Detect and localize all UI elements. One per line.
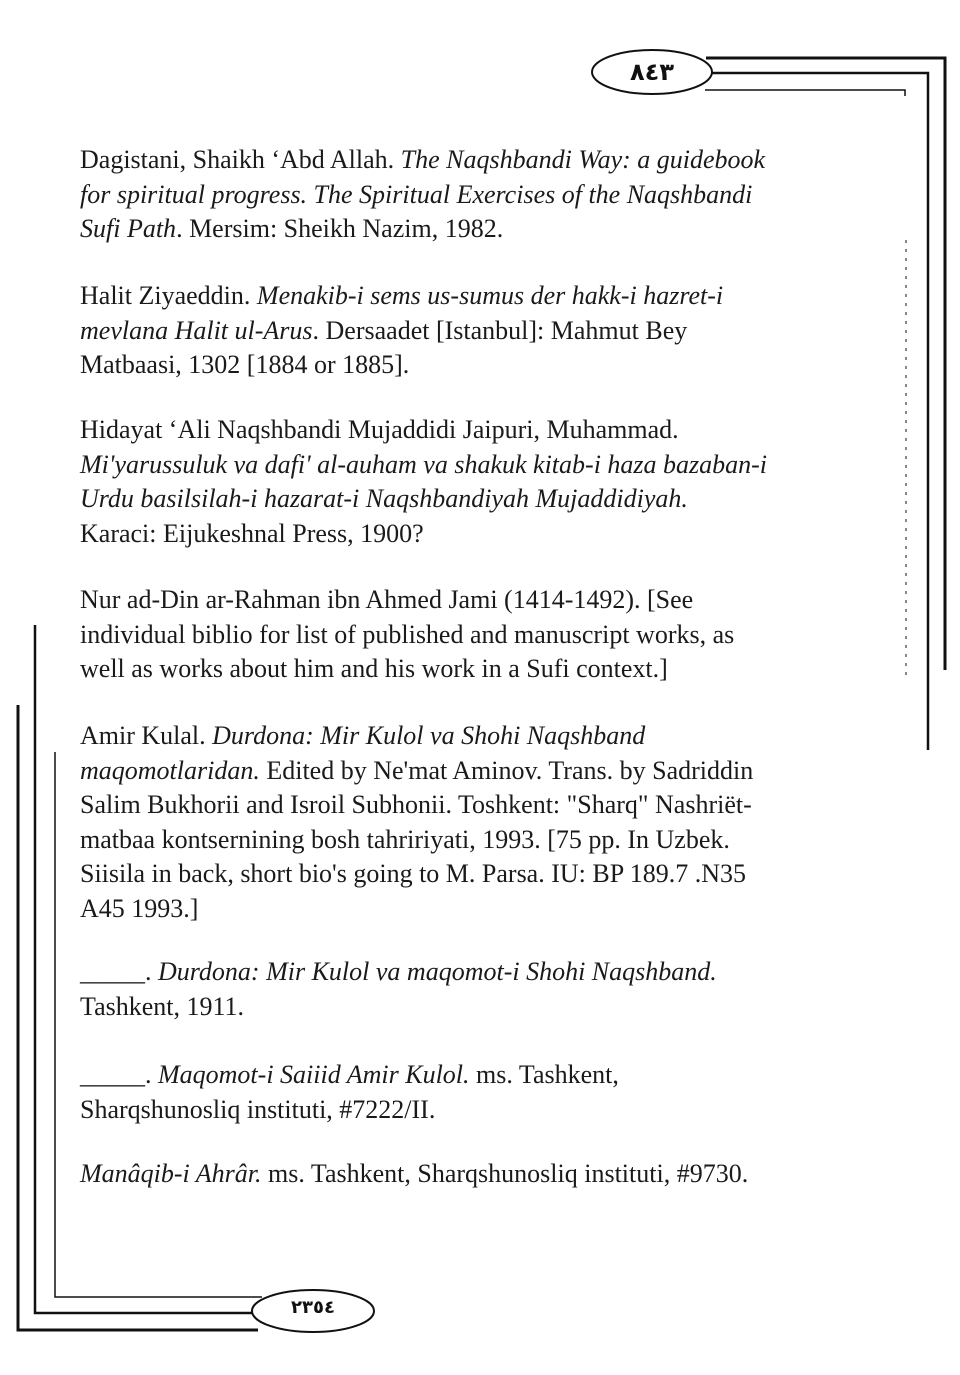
citation-text: well as works about him and his work in a Sufi context.] [80, 654, 668, 683]
italic-title-text: mevlana Halit ul-Arus [80, 315, 313, 345]
entry-line [80, 212, 765, 247]
entry-line [80, 754, 753, 789]
entry-line [80, 517, 767, 552]
entry-line [80, 788, 753, 823]
citation-text: matbaa kontsernining bosh tahririyati, 1993. [75 pp. In Uzbek. [80, 824, 730, 854]
italic-title-text: for spiritual progress. The Spiritual Exercises of the Naqshbandi [80, 179, 753, 209]
bibliography-entry [80, 413, 767, 551]
entry-line [80, 1058, 619, 1093]
entry-line [80, 178, 765, 213]
citation-text: Amir Kulal. [80, 721, 213, 750]
citation-text: . Mersim: Sheikh Nazim, 1982. [176, 214, 504, 243]
entry-line [80, 314, 723, 349]
citation-text: Sharqshunosliq instituti, #7222/II. [80, 1094, 436, 1124]
bibliography-entry [80, 583, 734, 687]
italic-title-text: Durdona: Mir Kulol va maqomot-i Shohi Naqshband. [158, 957, 717, 986]
bibliography-entry [80, 279, 723, 383]
bibliography-entry [80, 955, 717, 1024]
citation-text: _____. [80, 957, 158, 986]
entry-line [80, 482, 767, 517]
italic-title-text: Maqomot-i Saiiid Amir Kulol. [158, 1060, 470, 1089]
entry-line [80, 143, 765, 178]
citation-text: Nur ad-Din ar-Rahman ibn Ahmed Jami (1414-1492). [See [80, 585, 694, 614]
citation-text: individual biblio for list of published and manuscript works, as [80, 619, 735, 649]
citation-text: Dagistani, Shaikh ‘Abd Allah. [80, 145, 401, 174]
italic-title-text: Sufi Path [80, 214, 177, 243]
citation-text: Edited by Ne'mat Aminov. Trans. by Sadriddin [259, 755, 754, 785]
citation-text: Siisila in back, short bio's going to M. Parsa. IU: BP 189.7 .N35 [80, 859, 746, 888]
entry-line [80, 955, 717, 990]
page-number-bottom: ٢٣٥٤ [291, 1297, 335, 1318]
bibliography-entry [80, 1058, 619, 1127]
italic-title-text: Menakib-i sems us-sumus der hakk-i hazret-i [256, 281, 724, 310]
citation-text: Hidayat ‘Ali Naqshbandi Mujaddidi Jaipuri, Muhammad. [80, 415, 679, 444]
citation-text: ms. Tashkent, Sharqshunosliq instituti, #9730. [261, 1159, 749, 1188]
entry-line [80, 823, 753, 858]
italic-title-text: The Naqshbandi Way: a guidebook [400, 145, 766, 174]
bibliography-entry [80, 143, 765, 247]
entry-line [80, 1157, 748, 1192]
citation-text: _____. [80, 1060, 158, 1089]
italic-title-text: Urdu basilsilah-i hazarat-i Naqshbandiyah Mujaddidiyah. [80, 484, 688, 513]
entry-line [80, 892, 753, 927]
entry-line [80, 348, 723, 383]
citation-text: Tashkent, 1911. [80, 991, 245, 1021]
citation-text: A45 1993.] [80, 893, 199, 923]
entry-line [80, 719, 753, 754]
citation-text: . Dersaadet [Istanbul]: Mahmut Bey [312, 315, 688, 345]
citation-text: Halit Ziyaeddin. [80, 281, 257, 310]
entry-line [80, 279, 723, 314]
italic-title-text: Mi'yarussuluk va dafi' al-auham va shakuk kitab-i haza bazaban-i [80, 449, 768, 479]
citation-text: Salim Bukhorii and Isroil Subhonii. Toshkent: "Sharq" Nashriët- [80, 790, 752, 819]
citation-text: Matbaasi, 1302 [1884 or 1885]. [80, 350, 410, 379]
entry-line [80, 583, 734, 618]
entry-line [80, 652, 734, 687]
entry-line [80, 1093, 619, 1128]
entry-line [80, 990, 717, 1025]
italic-title-text: Durdona: Mir Kulol va Shohi Naqshband [212, 721, 646, 750]
italic-title-text: maqomotlaridan. [80, 755, 260, 785]
entry-line [80, 448, 767, 483]
bibliography-entry [80, 1157, 748, 1192]
page-number-top: ٨٤٣ [630, 58, 674, 86]
citation-text: Karaci: Eijukeshnal Press, 1900? [80, 518, 424, 548]
bibliography-entry [80, 719, 753, 926]
entry-line [80, 413, 767, 448]
citation-text: ms. Tashkent, [469, 1060, 619, 1089]
italic-title-text: Manâqib-i Ahrâr. [80, 1159, 262, 1188]
entry-line [80, 618, 734, 653]
entry-line [80, 857, 753, 892]
